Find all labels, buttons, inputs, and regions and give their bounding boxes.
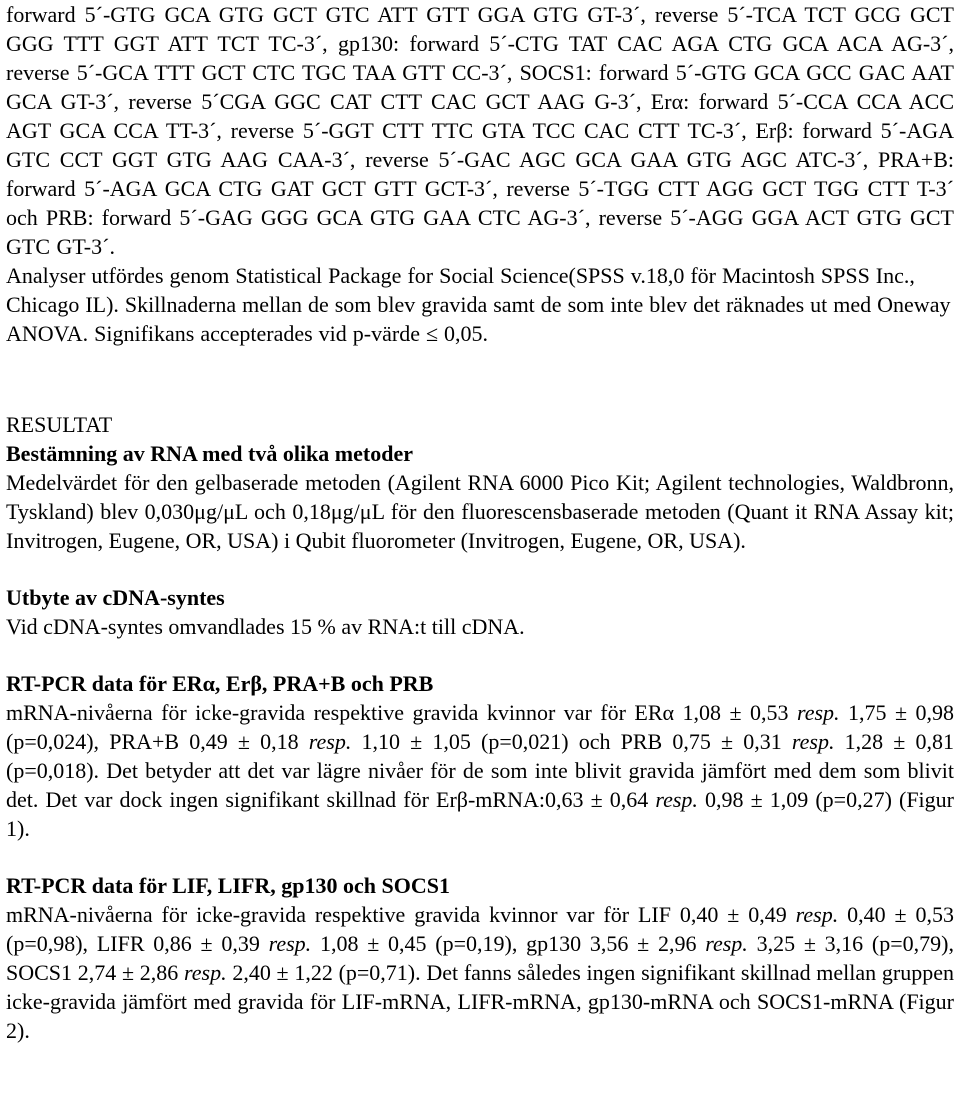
lif-resp-1: resp.	[795, 902, 839, 927]
rna-methods-paragraph: Medelvärdet för den gelbaserade metoden (Agilent RNA 6000 Pico Kit; Agilent technologies, Waldbronn, Tyskland) blev 0,030μg/μL och 0,18μg/μL för den fluorescensbaserade metoden (Quant it RNA Assay kit; Invitrogen, Eugene, OR, USA) i Qubit fluorometer (Invitrogen, Eugene, OR, USA).	[6, 470, 954, 553]
er-pr-rtpcr-paragraph	[6, 698, 954, 843]
er-pr-resp-2: resp.	[308, 729, 352, 754]
er-pr-text-4: 1,28 ± 0,81 (p=0,018). Det betyder att det var lägre nivåer för de som inte blivit gravida jämfört med dem som blivit det. Det var dock ingen signifikant skillnad för Erβ-mRNA:0,63 ± 0,64	[6, 729, 955, 812]
rna-methods-heading: Bestämning av RNA med två olika metoder	[6, 441, 413, 466]
lif-text-1: mRNA-nivåerna för icke-gravida respektive gravida kvinnor var för LIF 0,40 ± 0,49	[6, 902, 796, 927]
er-pr-resp-3: resp.	[791, 729, 835, 754]
lif-text-5: 2,40 ± 1,22 (p=0,71). Det fanns således ingen signifikant skillnad mellan gruppen icke-gravida jämfört med gravida för LIF-mRNA, LIFR-mRNA, gp130-mRNA och SOCS1-mRNA (Figur 2).	[6, 960, 954, 1043]
er-pr-rtpcr-heading: RT-PCR data för ERα, Erβ, PRA+B och PRB	[6, 671, 434, 696]
er-pr-resp-4: resp.	[655, 787, 698, 812]
lif-rtpcr-paragraph	[6, 900, 954, 1045]
primer-sequences-paragraph: forward 5´-GTG GCA GTG GCT GTC ATT GTT GGA GTG GT-3´, reverse 5´-TCA TCT GCG GCT GGG TTT GGT ATT TCT TC-3´, gp130: forward 5´-CTG TAT CAC AGA CTG GCA ACA AG-3´, reverse 5´-GCA TTT GCT CTC TGC TAA GTT CC-3´, SOCS1: forward 5´-GTG GCA GCC GAC AAT GCA GT-3´, reverse 5´CGA GGC CAT CTT CAC GCT AAG G-3´, Erα: forward 5´-CCA CCA ACC AGT GCA CCA TT-3´, reverse 5´-GGT CTT TTC GTA TCC CAC CTT TC-3´, Erβ: forward 5´-AGA GTC CCT GGT GTG AAG CAA-3´, reverse 5´-GAC AGC GCA GAA GTG AGC ATC-3´, PRA+B: forward 5´-AGA GCA CTG GAT GCT GTT GCT-3´, reverse 5´-TGG CTT AGG GCT TGG CTT T-3´ och PRB: forward 5´-GAG GGG GCA GTG GAA CTC AG-3´, reverse 5´-AGG GGA ACT GTG GCT GTC GT-3´.	[6, 2, 954, 259]
er-pr-text-1: mRNA-nivåerna för icke-gravida respektive gravida kvinnor var för ERα 1,08 ± 0,53	[6, 700, 797, 725]
lif-resp-2: resp.	[268, 931, 312, 956]
lif-resp-4: resp.	[184, 960, 227, 985]
cdna-synthesis-heading: Utbyte av cDNA-syntes	[6, 585, 225, 610]
er-pr-text-5: 0,98 ± 1,09 (p=0,27) (Figur 1).	[6, 787, 954, 841]
lif-text-2: 0,40 ± 0,53 (p=0,98), LIFR 0,86 ± 0,39	[6, 902, 954, 956]
statistical-analysis-paragraph: Analyser utfördes genom Statistical Package for Social Science(SPSS v.18,0 för Macintosh SPSS Inc., Chicago IL). Skillnaderna mellan de som blev gravida samt de som inte blev det räknades ut med Oneway ANOVA. Signifikans accepterades vid p-värde ≤ 0,05.	[6, 263, 951, 346]
er-pr-resp-1: resp.	[796, 700, 840, 725]
lif-resp-3: resp.	[705, 931, 748, 956]
lif-rtpcr-heading: RT-PCR data för LIF, LIFR, gp130 och SOCS1	[6, 873, 450, 898]
er-pr-text-3: 1,10 ± 1,05 (p=0,021) och PRB 0,75 ± 0,31	[351, 729, 792, 754]
cdna-synthesis-paragraph: Vid cDNA-syntes omvandlades 15 % av RNA:t till cDNA.	[6, 614, 525, 639]
lif-text-3: 1,08 ± 0,45 (p=0,19), gp130 3,56 ± 2,96	[311, 931, 706, 956]
lif-text-4: 3,25 ± 3,16 (p=0,79), SOCS1 2,74 ± 2,86	[6, 931, 954, 985]
results-section-title: RESULTAT	[6, 412, 113, 437]
er-pr-text-2: 1,75 ± 0,98 (p=0,024), PRA+B 0,49 ± 0,18	[6, 700, 954, 754]
